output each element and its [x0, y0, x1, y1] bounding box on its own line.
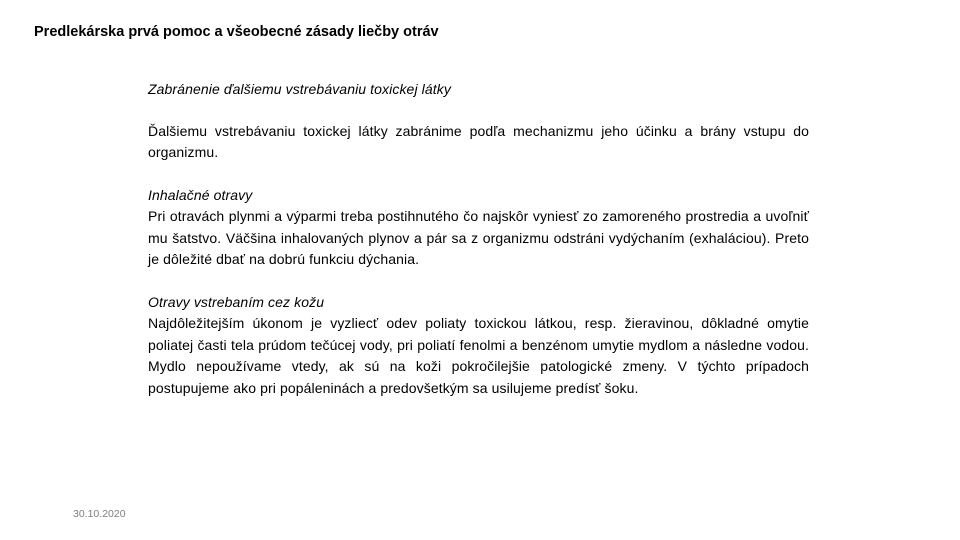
section-heading-skin: Otravy vstrebaním cez kožu: [148, 293, 325, 310]
section-text-inhalation: Pri otravách plynmi a výparmi treba postihnutého čo najskôr vyniesť zo zamoreného prostredia a uvoľniť mu šatstvo. Väčšina inhalovaných plynov a pár sa z organizmu odstráni vydýchaním (exhaláciou). Preto je dôležité dbať na dobrú funkciu dýchania.: [148, 208, 809, 267]
section-heading-inhalation: Inhalačné otravy: [148, 186, 253, 203]
slide-date: 30.10.2020: [73, 508, 126, 520]
section-skin: [148, 292, 809, 400]
section-text-skin: Najdôležitejším úkonom je vyzliecť odev poliaty toxickou látkou, resp. žieravinou, dôkladné omytie poliatej časti tela prúdom tečúcej vody, pri poliatí fenolmi a benzénom umytie mydlom a následne vodou. Mydlo nepoužívame vtedy, ak sú na koži pokročilejšie patologické zmeny. V týchto prípadoch postupujeme ako pri popáleninách a predovšetkým sa usilujeme predísť šoku.: [148, 315, 809, 396]
intro-paragraph: Ďalšiemu vstrebávaniu toxickej látky zabránime podľa mechanizmu jeho účinku a brány vstupu do organizmu.: [148, 122, 809, 160]
main-heading-block: [148, 79, 809, 101]
main-heading: Zabránenie ďalšiemu vstrebávaniu toxickej látky: [148, 81, 451, 97]
slide-title: Predlekárska prvá pomoc a všeobecné zásady liečby otráv: [34, 24, 439, 40]
slide-content: [148, 79, 809, 399]
section-inhalation: [148, 185, 809, 271]
